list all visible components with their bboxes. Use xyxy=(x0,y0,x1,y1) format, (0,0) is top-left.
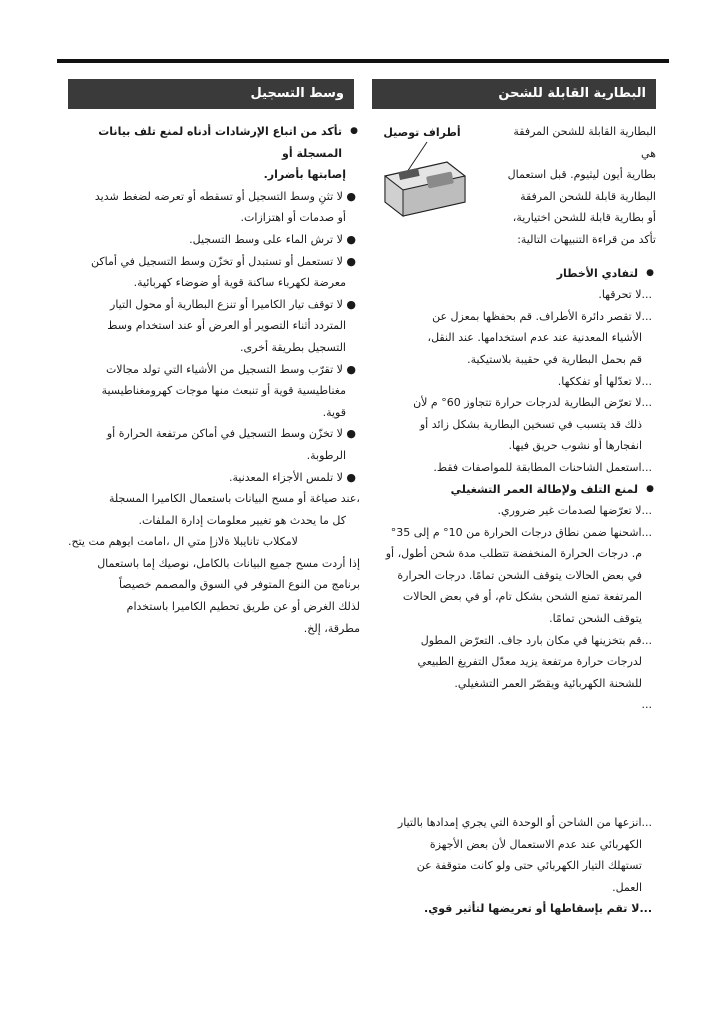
media-item: ● لا تستعمل أو تستبدل أو تخزّن وسط التسجيل في أماكن xyxy=(91,254,356,268)
storage-item-cont: الكهربائي عند عدم الاستعمال لأن بعض الأجهزة xyxy=(429,837,642,851)
lifetime-item: ...لا تعرّضها لصدمات غير ضروري. xyxy=(497,504,652,518)
hazard-item: ...لا تحرقها. xyxy=(598,288,652,302)
lifetime-item: ...اشحنها ضمن نطاق درجات الحرارة من 10° م إلى 35° xyxy=(390,525,652,539)
hazard-item-cont: الأشياء المعدنية عند عدم استخدامها. عند النقل، xyxy=(427,331,642,345)
lifetime-item-cont: المرتفعة تمنع الشحن بشكل تام، أو في بعض الحالات xyxy=(402,590,642,604)
lifetime-item-cont: لدرجات حرارة مرتفعة يزيد معدّل التفريغ الطبيعي xyxy=(417,655,642,669)
hazard-item: ...لا تعرّض البطارية لدرجات حرارة تتجاوز 60° م لأن xyxy=(413,396,652,410)
media-item-cont: أو صدمات أو اهتزازات. xyxy=(240,211,346,225)
storage-item: ...لا تقم بإسقاطها أو تعريضها لتأثير قوي. xyxy=(424,902,652,916)
format-note: برنامج من النوع المتوفر في السوق والمصمم خصيصاً xyxy=(118,578,360,592)
hazard-item-cont: ذلك قد يتسبب في تسخين البطارية بشكل زائد أو xyxy=(419,417,642,431)
format-note: مطرقة، إلخ. xyxy=(303,621,360,635)
media-item: ● لا تخزّن وسط التسجيل في أماكن مرتفعة الحرارة أو xyxy=(106,427,356,441)
format-note: إذا أردت مسح جميع البيانات بالكامل، نوصيك إما باستعمال xyxy=(97,556,360,570)
format-note: ،عند صياغة أو مسح البيانات باستعمال الكاميرا المسجلة xyxy=(108,492,360,506)
lifetime-item-cont: في بعض الحالات يتوقف الشحن تمامًا. درجات الحرارة xyxy=(397,568,642,582)
media-item-cont: الرطوبة. xyxy=(306,448,346,462)
section-header-battery: البطارية القابلة للشحن xyxy=(372,79,656,109)
media-item: ● لا تثنِ وسط التسجيل أو تسقطه أو تعرضه لضغط شديد xyxy=(94,189,356,203)
storage-item-cont: تستهلك التيار الكهربائي حتى ولو كانت متوقفة عن xyxy=(416,859,642,873)
format-note: لذلك الغرض أو عن طريق تحطيم الكاميرا باستخدام xyxy=(126,600,360,614)
intro-line: أو بطارية قابلة للشحن اختيارية، xyxy=(512,211,656,225)
terminals-label: أطراف توصيل xyxy=(383,126,461,139)
lifetime-item-cont: للشحنة الكهربائية ويقصّر العمر التشغيلي. xyxy=(454,676,642,690)
media-item-cont: التسجيل بطريقة أخرى. xyxy=(240,340,346,354)
intro-line: البطارية القابلة للشحن المرفقة هي xyxy=(513,125,656,160)
storage-item: ...انزعها من الشاحن أو الوحدة التي يجري إمدادها بالتيار xyxy=(397,816,652,830)
battery-intro xyxy=(496,121,656,251)
media-item-cont: المتردد أثناء التصوير أو العرض أو عند استخدام وسط xyxy=(107,319,346,333)
lifetime-item: ...قم بتخزينها في مكان بارد جاف. التعرّض المطول xyxy=(420,633,652,647)
section-header-recording-media: وسط التسجيل xyxy=(68,79,354,109)
media-item-cont: معرضة لكهرباء ساكنة قوية أو ضوضاء كهربائية. xyxy=(133,276,346,290)
lifetime-title: ● لمنع التلف ولإطالة العمر التشغيلي xyxy=(372,479,656,501)
hazard-item: ...لا تعدّلها أو تفككها. xyxy=(557,374,652,388)
media-item: ● لا تقرّب وسط التسجيل من الأشياء التي تولد مجالات xyxy=(105,362,356,376)
media-item-cont: مغناطيسية قوية أو تنبعث منها موجات كهرومغناطيسية xyxy=(101,384,346,398)
lifetime-item-cont: م. درجات الحرارة المنخفضة تتطلب مدة شحن أطول، أو xyxy=(385,547,642,561)
lifetime-item-cont: يتوقف الشحن تمامًا. xyxy=(549,612,642,626)
media-item-cont: قوية. xyxy=(322,405,346,419)
media-item: ● لا تلمس الأجزاء المعدنية. xyxy=(229,470,356,484)
storage-item-cont: العمل. xyxy=(612,880,642,894)
hazard-item: ...استعمل الشاحنات المطابقة للمواصفات فقط. xyxy=(433,460,652,474)
format-note-cont: كل ما يحدث هو تغيير معلومات إدارة الملفات. xyxy=(138,513,346,527)
media-item: ● لا توقف تيار الكاميرا أو تنزع البطارية أو محول التيار xyxy=(110,297,356,311)
hazard-item-cont: انفجارها أو نشوب حريق فيها. xyxy=(508,439,642,453)
intro-line: تأكد من قراءة التنبيهات التالية: xyxy=(517,232,656,246)
battery-column xyxy=(372,121,656,920)
media-item: ● لا ترش الماء على وسط التسجيل. xyxy=(189,232,356,246)
top-rule xyxy=(57,59,669,63)
intro-line: بطارية أيون ليثيوم. قبل استعمال xyxy=(507,168,656,182)
lifetime-item: ... xyxy=(641,698,652,712)
hazard-item: ...لا تقصر دائرة الأطراف. قم بحفظها بمعزل عن xyxy=(432,309,652,323)
intro-line: البطارية قابلة للشحن المرفقة xyxy=(520,189,656,203)
media-warning-title-cont: إصابتها بأضرار. xyxy=(263,168,346,182)
mirrored-note: .لامكلاب تانايبلا ةلازإ متي ال ،امامت ايوهم مت يتح xyxy=(68,535,298,549)
hazard-title: ● لتفادي الأخطار xyxy=(372,263,656,285)
media-warning-title: ● تأكد من اتباع الإرشادات أدناه لمنع تلف بيانات المسجلة أو xyxy=(68,121,360,164)
recording-media-column xyxy=(68,121,360,639)
hazard-item-cont: قم بحمل البطارية في حقيبة بلاستيكية. xyxy=(467,352,642,366)
